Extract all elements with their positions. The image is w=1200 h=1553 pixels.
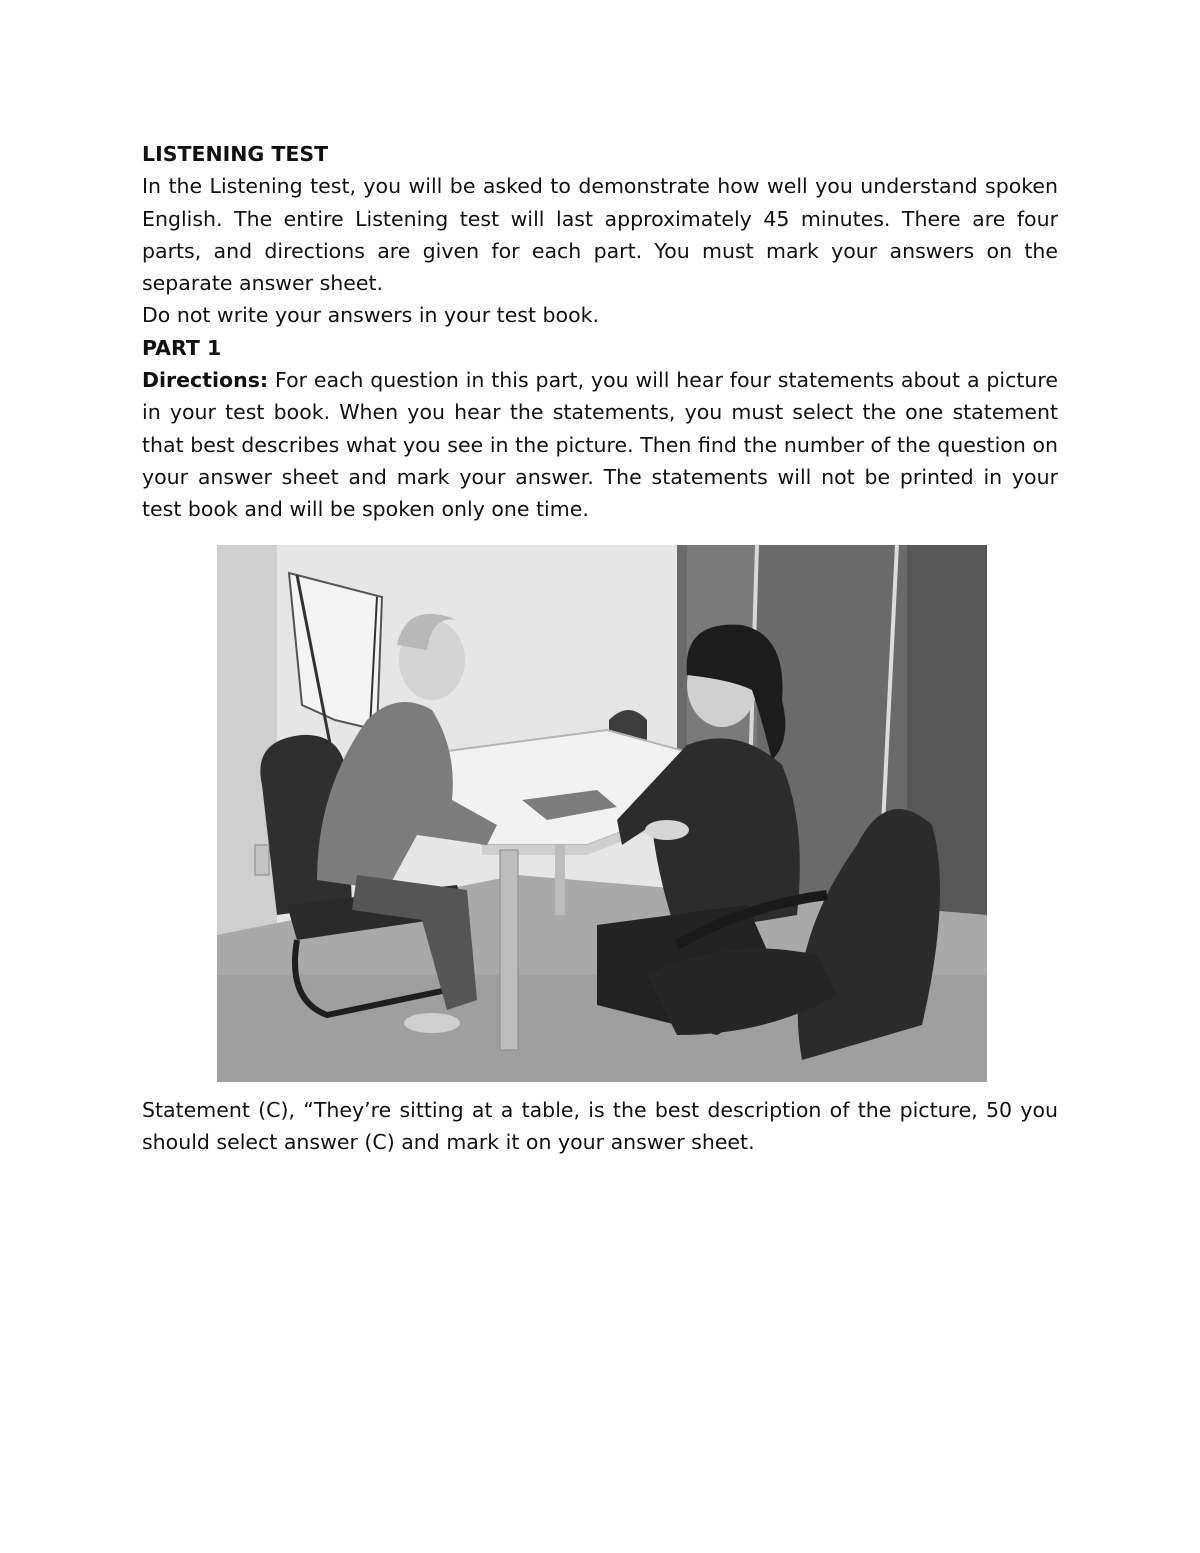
example-photo [217, 545, 987, 1082]
intro-note: Do not write your answers in your test book. [142, 303, 600, 328]
directions-label: Directions: [142, 368, 269, 393]
table-leg-back [555, 845, 565, 915]
section-title: LISTENING TEST [142, 142, 329, 166]
flip-chart-board [289, 573, 382, 730]
photo-illustration [217, 545, 987, 1082]
example-statement: Statement (C), “They’re sitting at a table, is the best description of the picture, 50 you should select answer (C) and mark it on your answer sheet. [142, 1098, 1058, 1155]
caption-block [142, 1094, 1058, 1159]
right-woman-hand [645, 820, 689, 840]
part-title: PART 1 [142, 335, 222, 360]
directions-paragraph [142, 364, 1058, 525]
table-leg-front [500, 850, 518, 1050]
intro-paragraph: In the Listening test, you will be asked to demonstrate how well you understand spoken English. The entire Listening test will last approximately 45 minutes. There are four parts, and directions are given for each part. You must mark your answers on the separate answer sheet. [142, 174, 1058, 296]
directions-text: For each question in this part, you will hear four statements about a picture in your test book. When you hear the statements, you must select the one statement that best describes what you see in the picture. Then find the number of the question on your answer sheet and mark your answer. The statements will not be printed in your test book and will be spoken only one time. [142, 368, 1058, 522]
page-content [142, 138, 1058, 526]
wall-outlet [255, 845, 269, 875]
left-woman-shoe [404, 1013, 460, 1033]
